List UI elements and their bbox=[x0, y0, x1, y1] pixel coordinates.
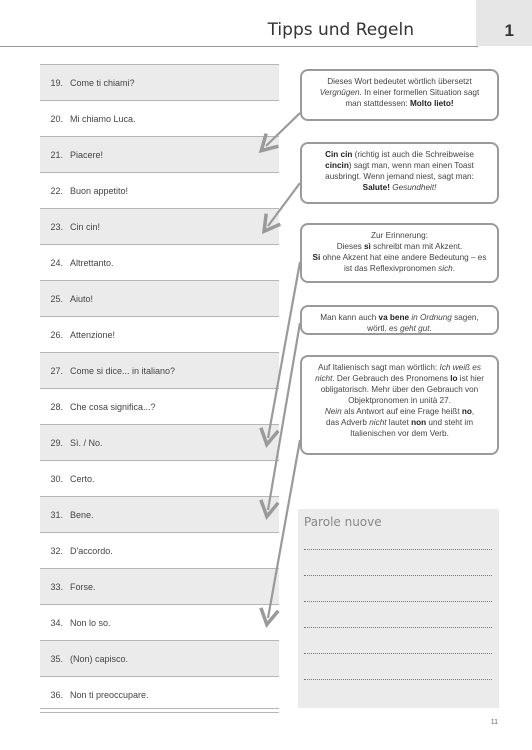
note-text: Man kann auch bbox=[320, 313, 379, 322]
note-text: es geht gut bbox=[389, 324, 430, 333]
note-text: ausbringt. Wenn jemand niest, sagt man: bbox=[325, 172, 474, 181]
phrase-row bbox=[40, 461, 279, 497]
note-text: . Der Gebrauch des Pronomens bbox=[332, 374, 451, 383]
note-text: in Ordnung bbox=[409, 313, 452, 322]
new-words-title: Parole nuove bbox=[304, 515, 382, 529]
note-text: ist das Reflexivpronomen bbox=[343, 264, 439, 273]
note-text: und steht im bbox=[426, 418, 474, 427]
chapter-tab bbox=[476, 0, 532, 46]
note-piacere bbox=[300, 69, 499, 121]
phrase-text: Non lo so. bbox=[70, 618, 111, 628]
phrase-number: 28. bbox=[50, 402, 63, 412]
note-text: lo bbox=[450, 374, 458, 383]
phrase-text: Piacere! bbox=[70, 150, 104, 160]
note-text: Italienischen vor dem Verb. bbox=[350, 429, 449, 438]
phrase-number: 23. bbox=[50, 222, 63, 232]
phrase-row bbox=[40, 65, 279, 101]
note-text: sì bbox=[364, 242, 371, 251]
phrase-number: 21. bbox=[50, 150, 63, 160]
phrase-text: Mi chiamo Luca. bbox=[70, 114, 136, 124]
phrase-text: Sì. / No. bbox=[70, 438, 103, 448]
phrase-row bbox=[40, 425, 279, 461]
phrase-row bbox=[40, 533, 279, 569]
page-number: 11 bbox=[490, 719, 498, 726]
phrase-text: Attenzione! bbox=[70, 330, 116, 340]
note-text: obligatorisch. Mehr über den Gebrauch von bbox=[320, 385, 479, 394]
note-text: Si bbox=[312, 253, 321, 262]
note-text: man stattdessen: bbox=[345, 99, 410, 108]
phrase-number: 27. bbox=[50, 366, 63, 376]
phrase-row bbox=[40, 137, 279, 173]
phrase-number: 30. bbox=[50, 474, 63, 484]
phrase-number: 24. bbox=[50, 258, 63, 268]
phrase-row bbox=[40, 353, 279, 389]
phrase-text: Come ti chiami? bbox=[70, 78, 135, 88]
phrase-row bbox=[40, 281, 279, 317]
note-text: Molto lieto! bbox=[409, 99, 454, 108]
header-rule bbox=[0, 46, 478, 47]
note-text: . In einer formellen Situation sagt bbox=[359, 88, 480, 97]
phrase-row bbox=[40, 641, 279, 677]
note-text: . bbox=[452, 264, 456, 273]
phrase-text: Bene. bbox=[70, 510, 94, 520]
note-text: non bbox=[411, 418, 427, 427]
phrase-number: 29. bbox=[50, 438, 63, 448]
phrase-text: Forse. bbox=[70, 582, 96, 592]
note-text: wörtl. bbox=[367, 324, 390, 333]
note-text: Dieses Wort bedeutet wörtlich übersetzt bbox=[327, 77, 472, 86]
note-text: schreibt man mit Akzent. bbox=[370, 242, 463, 251]
phrase-number: 32. bbox=[50, 546, 63, 556]
phrase-row bbox=[40, 173, 279, 209]
note-text: Cin cin bbox=[325, 150, 353, 159]
note-text: ist hier bbox=[457, 374, 484, 383]
note-text: Vergnügen bbox=[319, 88, 360, 97]
phrase-row bbox=[40, 569, 279, 605]
phrase-number: 31. bbox=[50, 510, 63, 520]
note-text: cincin bbox=[325, 161, 349, 170]
note-non-lo-so bbox=[300, 355, 499, 455]
phrase-number: 26. bbox=[50, 330, 63, 340]
note-text: Ich weiß es bbox=[439, 363, 481, 372]
phrase-text: Che cosa significa...? bbox=[70, 402, 156, 412]
phrase-row bbox=[40, 389, 279, 425]
note-va-bene bbox=[300, 305, 499, 335]
phrase-text: (Non) capisco. bbox=[70, 654, 129, 664]
write-line[interactable] bbox=[304, 549, 492, 550]
phrase-number: 20. bbox=[50, 114, 63, 124]
phrase-number: 19. bbox=[50, 78, 63, 88]
note-text: Nein bbox=[324, 407, 342, 416]
phrase-row bbox=[40, 209, 279, 245]
chapter-number: 1 bbox=[504, 21, 514, 40]
note-text: no bbox=[461, 407, 472, 416]
note-text: , bbox=[471, 407, 475, 416]
note-text: Gesundheit! bbox=[389, 183, 437, 192]
note-text: Zur Erinnerung: bbox=[371, 231, 428, 240]
note-text: Salute! bbox=[362, 183, 390, 192]
note-text: Objektpronomen in unità 27. bbox=[348, 396, 451, 405]
note-text: (richtig ist auch die Schreibweise bbox=[352, 150, 474, 159]
phrase-text: Buon appetito! bbox=[70, 186, 129, 196]
note-text: va bene bbox=[378, 313, 410, 322]
phrase-text: Certo. bbox=[70, 474, 95, 484]
write-line[interactable] bbox=[304, 653, 492, 654]
note-text: . bbox=[429, 324, 432, 333]
write-line[interactable] bbox=[304, 679, 492, 680]
phrase-number: 35. bbox=[50, 654, 63, 664]
note-text: ) sagt man, wenn man einen Toast bbox=[348, 161, 474, 170]
note-text: ohne Akzent hat eine andere Bedeutung – es bbox=[320, 253, 487, 262]
note-text: als Antwort auf eine Frage heißt bbox=[341, 407, 462, 416]
phrase-text: Cin cin! bbox=[70, 222, 101, 232]
phrase-text: Altrettanto. bbox=[70, 258, 114, 268]
note-text: Auf Italienisch sagt man wörtlich: bbox=[318, 363, 440, 372]
phrase-row bbox=[40, 317, 279, 353]
phrase-text: Non ti preoccupare. bbox=[70, 690, 149, 700]
phrase-text: Come si dice... in italiano? bbox=[70, 366, 176, 376]
note-text: lautet bbox=[386, 418, 412, 427]
new-words-box bbox=[298, 509, 499, 708]
phrase-number: 33. bbox=[50, 582, 63, 592]
note-cin-cin bbox=[300, 142, 499, 204]
note-text: sich bbox=[438, 264, 453, 273]
note-text: Dieses bbox=[336, 242, 364, 251]
write-line[interactable] bbox=[304, 575, 492, 576]
phrase-row bbox=[40, 497, 279, 533]
phrase-row bbox=[40, 245, 279, 281]
phrase-row bbox=[40, 101, 279, 137]
note-text: nicht bbox=[369, 418, 387, 427]
note-text: nicht bbox=[315, 374, 333, 383]
phrase-row bbox=[40, 605, 279, 641]
note-text: sagen, bbox=[451, 313, 479, 322]
write-line[interactable] bbox=[304, 627, 492, 628]
phrase-number: 36. bbox=[50, 690, 63, 700]
phrase-text: D'accordo. bbox=[70, 546, 113, 556]
phrase-number: 34. bbox=[50, 618, 63, 628]
note-si bbox=[300, 223, 499, 283]
page-header bbox=[0, 0, 532, 48]
list-bottom-rule bbox=[40, 708, 279, 709]
phrase-number: 22. bbox=[50, 186, 63, 196]
phrase-number: 25. bbox=[50, 294, 63, 304]
page-title: Tipps und Regeln bbox=[267, 20, 414, 40]
note-text: das Adverb bbox=[325, 418, 370, 427]
phrase-text: Aiuto! bbox=[70, 294, 94, 304]
write-line[interactable] bbox=[304, 601, 492, 602]
